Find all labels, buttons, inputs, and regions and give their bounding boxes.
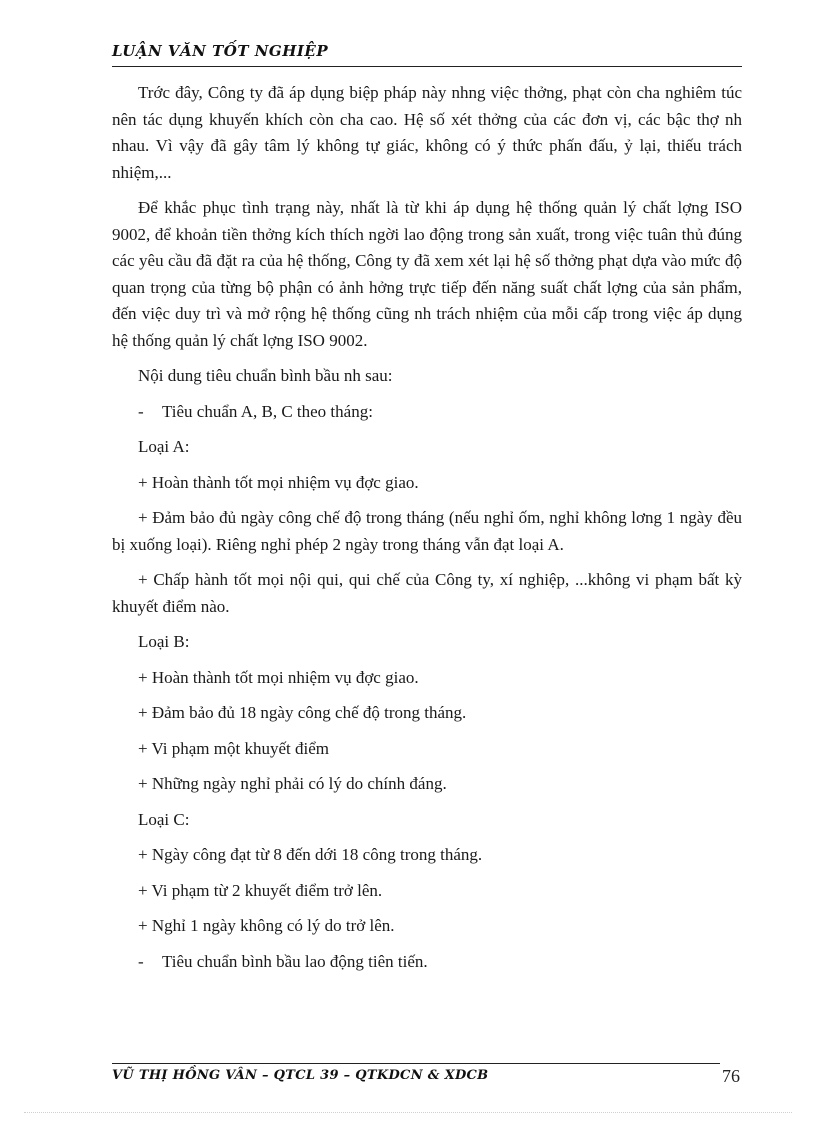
- bullet-text: Tiêu chuẩn bình bầu lao động tiên tiến.: [162, 951, 428, 971]
- type-a-item: + Chấp hành tốt mọi nội qui, qui chế của Công ty, xí nghiệp, ...không vi phạm bất kỳ khuyết điểm nào.: [112, 570, 742, 616]
- type-c-item: + Ngày công đạt từ 8 đến dới 18 công trong tháng.: [138, 845, 483, 864]
- bullet-item-advanced: [112, 949, 742, 976]
- type-a-item: + Hoàn thành tốt mọi nhiệm vụ đợc giao.: [138, 472, 419, 492]
- type-a-label: Loại A:: [138, 437, 190, 456]
- type-c-item: + Vi phạm từ 2 khuyết điểm trở lên.: [138, 880, 383, 900]
- dash-bullet-icon: -: [138, 401, 144, 421]
- type-b-item: + Hoàn thành tốt mọi nhiệm vụ đợc giao.: [138, 667, 419, 687]
- footer-divider: [112, 1063, 720, 1064]
- paragraph-intro: Trớc đây, Công ty đã áp dụng biệp pháp này nhng việc thởng, phạt còn cha nghiêm túc nên tác dụng khuyến khích còn cha cao. Hệ số xét thởng của các đơn vị, các bậc thợ nh nhau. Vì vậy đã gây tâm lý không tự giác, không có ý thức phấn đấu, ỷ lại, thiếu trách nhiệm,...: [112, 83, 742, 182]
- document-title: LUẬN VĂN TỐT NGHIỆP: [112, 42, 329, 60]
- criteria-intro: Nội dung tiêu chuẩn bình bầu nh sau:: [138, 366, 393, 385]
- type-b-item: + Những ngày nghỉ phải có lý do chính đáng.: [138, 774, 447, 793]
- type-b-item: + Đảm bảo đủ 18 ngày công chế độ trong tháng.: [138, 703, 467, 722]
- paragraph-iso: Để khắc phục tình trạng này, nhất là từ khi áp dụng hệ thống quản lý chất lợng ISO 9002, để khoản tiền thởng kích thích ngời lao động trong sản xuất, trong việc tuân thủ đúng các yêu cầu đã đặt ra của hệ thống, Công ty đã xem xét lại hệ số thởng phạt dựa vào mức độ quan trọng của từng bộ phận có ảnh hởng trực tiếp đến năng suất chất lợng của sản phẩm, đến việc duy trì và mở rộng hệ thống cũng nh trách nhiệm của mỗi cấp trong việc áp dụng hệ thống quản lý chất lợng ISO 9002.: [112, 198, 742, 350]
- bullet-item-monthly: [112, 399, 742, 426]
- type-b-item: + Vi phạm một khuyết điểm: [138, 738, 329, 758]
- dash-bullet-icon: -: [138, 951, 144, 971]
- type-a-item: + Đảm bảo đủ ngày công chế độ trong tháng (nếu nghỉ ốm, nghỉ không lơng 1 ngày đều bị xuống loại). Riêng nghỉ phép 2 ngày trong tháng vẫn đạt loại A.: [112, 508, 742, 554]
- page-edge-divider: [24, 1112, 792, 1113]
- type-c-label: Loại C:: [138, 809, 190, 829]
- bullet-text: Tiêu chuẩn A, B, C theo tháng:: [162, 401, 373, 421]
- type-b-label: Loại B:: [138, 632, 190, 651]
- type-c-item: + Nghỉ 1 ngày không có lý do trở lên.: [138, 916, 395, 935]
- page-number: 76: [722, 1066, 740, 1086]
- footer-author: VŨ THỊ HỒNG VÂN – QTCL 39 – QTKDCN & XDCB: [112, 1068, 489, 1083]
- page-header: [112, 40, 742, 67]
- document-body: [112, 80, 742, 984]
